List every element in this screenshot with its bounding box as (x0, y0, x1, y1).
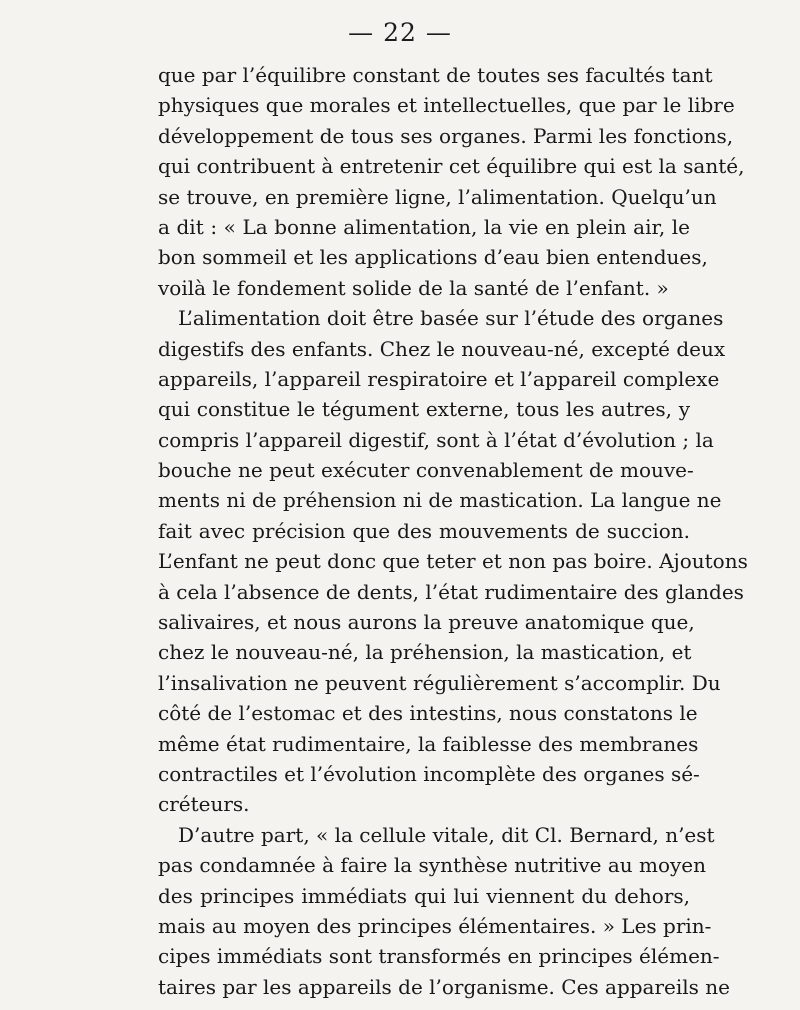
text-line: bon sommeil et les applications d’eau bien entendues, (158, 245, 708, 270)
text-line: créteurs. (158, 792, 250, 817)
text-line: L’enfant ne peut donc que teter et non pas boire. Ajoutons (158, 549, 748, 574)
text-line: l’insalivation ne peuvent régulièrement s’accomplir. Du (158, 670, 721, 695)
paragraph (158, 60, 745, 303)
text-line: L’alimentation doit être basée sur l’étude des organes (178, 306, 724, 331)
text-line: qui contribuent à entretenir cet équilibre qui est la santé, (158, 154, 745, 179)
text-line: bouche ne peut exécuter convenablement de mouve- (158, 458, 694, 483)
text-line: à cela l’absence de dents, l’état rudimentaire des glandes (158, 579, 744, 604)
paragraph (158, 820, 731, 1002)
text-line: ments ni de préhension ni de mastication. La langue ne (158, 488, 722, 513)
text-line: appareils, l’appareil respiratoire et l’appareil complexe (158, 366, 720, 391)
text-line: se trouve, en première ligne, l’alimentation. Quelqu’un (158, 184, 717, 209)
text-line: compris l’appareil digestif, sont à l’état d’évolution ; la (158, 427, 714, 452)
text-line: physiques que morales et intellectuelles, que par le libre (158, 93, 735, 118)
text-line: des principes immédiats qui lui viennent du dehors, (158, 883, 690, 908)
text-line: D’autre part, « la cellule vitale, dit Cl. Bernard, n’est (178, 822, 715, 847)
text-line: pas condamnée à faire la synthèse nutritive au moyen (158, 853, 707, 878)
text-line: voilà le fondement solide de la santé de l’enfant. » (158, 275, 669, 300)
text-line: contractiles et l’évolution incomplète des organes sé- (158, 761, 700, 786)
text-line: taires par les appareils de l’organisme. Ces appareils ne (158, 974, 731, 999)
body-text (158, 60, 748, 1002)
text-line: même état rudimentaire, la faiblesse des membranes (158, 731, 699, 756)
text-line: chez le nouveau-né, la préhension, la mastication, et (158, 640, 692, 665)
text-line: développement de tous ses organes. Parmi les fonctions, (158, 123, 734, 148)
text-line: a dit : « La bonne alimentation, la vie en plein air, le (158, 214, 690, 239)
text-line: mais au moyen des principes élémentaires. » Les prin- (158, 913, 712, 938)
text-line: salivaires, et nous aurons la preuve anatomique que, (158, 610, 695, 635)
text-line: qui constitue le tégument externe, tous les autres, y (158, 397, 690, 422)
text-line: que par l’équilibre constant de toutes ses facultés tant (158, 63, 713, 87)
text-line: fait avec précision que des mouvements de succion. (158, 518, 690, 543)
text-line: cipes immédiats sont transformés en principes élémen- (158, 944, 720, 969)
paragraph (158, 303, 748, 820)
page-number: — 22 — (348, 18, 452, 47)
text-line: digestifs des enfants. Chez le nouveau-né, excepté deux (158, 336, 726, 361)
text-line: côté de l’estomac et des intestins, nous constatons le (158, 701, 698, 726)
